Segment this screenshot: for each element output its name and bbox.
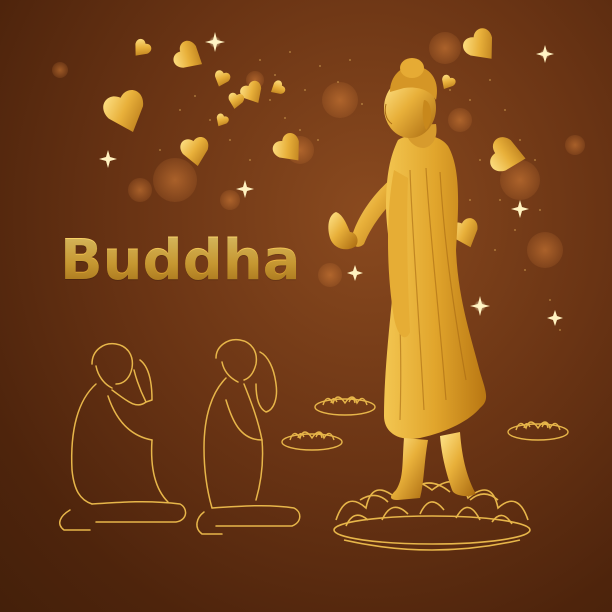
bodhi-leaf-icon	[171, 38, 209, 76]
lotus-flower-icon	[282, 432, 342, 450]
bodhi-leaf-icon	[129, 37, 153, 61]
bodhi-leaves	[100, 25, 528, 252]
lotus-pedestal-icon	[334, 482, 530, 550]
worshipper-left	[60, 344, 186, 530]
bodhi-leaf-icon	[212, 69, 232, 89]
bodhi-leaf-icon	[438, 73, 457, 92]
bodhi-leaf-icon	[213, 112, 230, 129]
lotus-flower-icon	[315, 397, 375, 415]
lotus-flower-icon	[508, 422, 568, 440]
bodhi-leaf-icon	[267, 79, 286, 98]
bodhi-leaf-icon	[460, 25, 504, 69]
page-title: Buddha	[60, 228, 301, 293]
bodhi-leaf-icon	[227, 92, 245, 110]
bodhi-leaf-icon	[100, 87, 152, 139]
worshipper-right	[197, 340, 300, 534]
